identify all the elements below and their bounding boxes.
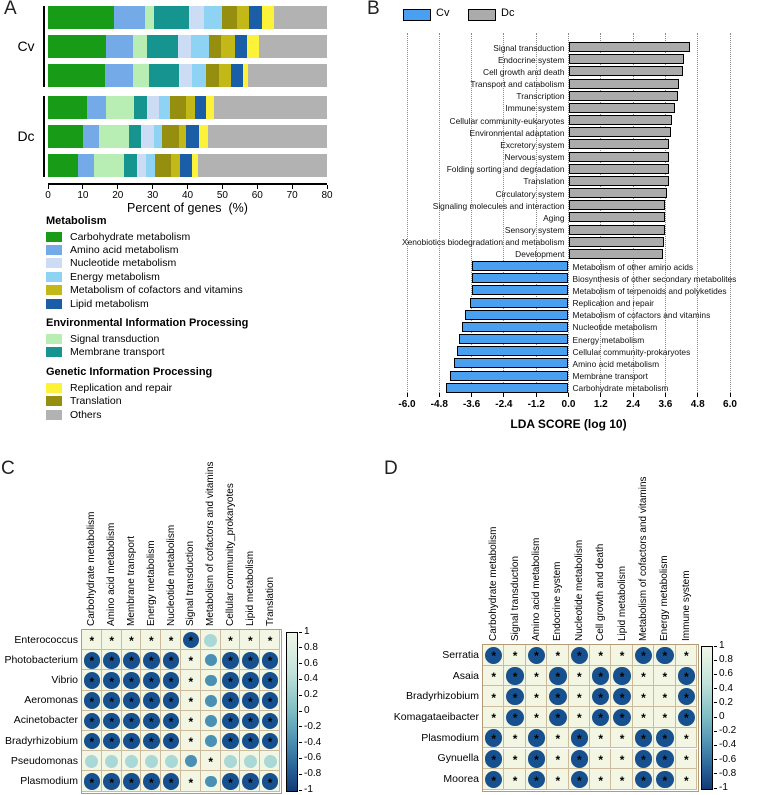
significance-star: * — [572, 692, 586, 704]
x-tick-label: 60 — [245, 190, 269, 201]
significance-star: * — [263, 696, 277, 708]
bar-label: Transcription — [365, 91, 565, 101]
series-label: Dc — [501, 7, 514, 19]
colorbar-tick-label: 0.8 — [304, 642, 318, 653]
significance-star: * — [594, 733, 608, 745]
bar-label: Signal transduction — [365, 43, 565, 53]
x-tick-label: 30 — [141, 190, 165, 201]
significance-star: * — [85, 696, 99, 708]
significance-star: * — [243, 736, 257, 748]
bar-label: Xenobiotics biodegradation and metabolism — [365, 237, 565, 247]
row-label: Photobacterium — [0, 654, 78, 666]
legend-item-label: Carbohydrate metabolism — [70, 231, 190, 243]
significance-star: * — [263, 676, 277, 688]
bar-label: Aging — [365, 213, 565, 223]
legend-item-label: Metabolism of cofactors and vitamins — [70, 284, 243, 296]
column-header: Membrane transport — [126, 446, 137, 626]
bar-label: Membrane transport — [573, 371, 767, 381]
significance-star: * — [184, 635, 198, 647]
x-tick-label: 0 — [36, 190, 60, 201]
panel-c-label: C — [1, 458, 15, 480]
significance-star: * — [224, 716, 238, 728]
panel-d-label: D — [384, 458, 398, 480]
significance-star: * — [164, 716, 178, 728]
significance-star: * — [572, 650, 586, 662]
bar-label: Transport and catabolism — [365, 79, 565, 89]
significance-star: * — [487, 754, 501, 766]
significance-star: * — [615, 712, 629, 724]
x-tick-label: -4.8 — [419, 399, 459, 410]
bar-label: Translation — [365, 176, 565, 186]
significance-star: * — [125, 736, 139, 748]
column-header: Nucleotide metabolism — [166, 446, 177, 626]
legend-section-title: Environmental Information Processing — [46, 317, 316, 329]
significance-star: * — [125, 655, 139, 667]
significance-star: * — [85, 635, 99, 647]
column-header: Signal transduction — [185, 446, 196, 626]
significance-star: * — [658, 754, 672, 766]
panel-a-label: A — [4, 0, 17, 20]
colorbar-tick — [714, 773, 717, 774]
x-tick-label: -1.2 — [516, 399, 556, 410]
significance-star: * — [508, 754, 522, 766]
significance-star: * — [125, 635, 139, 647]
significance-star: * — [105, 716, 119, 728]
significance-star: * — [594, 775, 608, 787]
x-tick-label: 0.0 — [549, 399, 589, 410]
significance-star: * — [658, 692, 672, 704]
significance-star: * — [572, 754, 586, 766]
row-label: Komagataeibacter — [319, 711, 479, 723]
bar-label: Environmental adaptation — [365, 128, 565, 138]
significance-star: * — [144, 777, 158, 789]
significance-star: * — [530, 650, 544, 662]
significance-star: * — [679, 712, 693, 724]
colorbar-tick-label: -0.6 — [304, 752, 321, 763]
significance-star: * — [164, 777, 178, 789]
x-tick-label: 20 — [106, 190, 130, 201]
significance-star: * — [184, 777, 198, 789]
significance-star: * — [594, 754, 608, 766]
significance-star: * — [551, 754, 565, 766]
significance-star: * — [224, 736, 238, 748]
significance-star: * — [594, 712, 608, 724]
colorbar-tick-label: -0.2 — [304, 721, 321, 732]
legend-item-label: Amino acid metabolism — [70, 244, 179, 256]
bar-label: Nucleotide metabolism — [573, 322, 767, 332]
column-header: Energy metabolism — [659, 461, 670, 641]
x-tick-label: 70 — [280, 190, 304, 201]
row-label: Vibrio — [0, 674, 78, 686]
column-header: Cell growth and death — [595, 461, 606, 641]
colorbar-tick — [714, 788, 717, 789]
significance-star: * — [637, 692, 651, 704]
panel-b-label: B — [367, 0, 380, 20]
legend-section-title: Metabolism — [46, 215, 316, 227]
significance-star: * — [551, 650, 565, 662]
x-axis-title: LDA SCORE (log 10) — [474, 417, 664, 431]
bar-label: Endocrine system — [365, 55, 565, 65]
colorbar-tick-label: 0.2 — [304, 689, 318, 700]
significance-star: * — [594, 650, 608, 662]
column-header: Energy metabolism — [146, 446, 157, 626]
significance-star: * — [85, 736, 99, 748]
significance-star: * — [551, 775, 565, 787]
significance-star: * — [105, 736, 119, 748]
significance-star: * — [679, 692, 693, 704]
x-tick-label: 2.4 — [613, 399, 653, 410]
bar-label: Metabolism of cofactors and vitamins — [573, 310, 767, 320]
significance-star: * — [615, 754, 629, 766]
significance-star: * — [487, 733, 501, 745]
x-tick-label: 10 — [71, 190, 95, 201]
colorbar-tick — [714, 688, 717, 689]
bar-label: Cellular community-prokaryotes — [573, 347, 767, 357]
significance-star: * — [144, 676, 158, 688]
significance-star: * — [572, 671, 586, 683]
row-label: Aeromonas — [0, 694, 78, 706]
significance-star: * — [508, 712, 522, 724]
significance-star: * — [125, 716, 139, 728]
significance-star: * — [594, 692, 608, 704]
significance-star: * — [508, 650, 522, 662]
column-header: Carbohydrate metabolism — [488, 461, 499, 641]
significance-star: * — [144, 655, 158, 667]
significance-star: * — [658, 650, 672, 662]
significance-star: * — [508, 671, 522, 683]
colorbar-tick-label: -0.8 — [304, 768, 321, 779]
x-tick-label: -2.4 — [484, 399, 524, 410]
colorbar-tick-label: 0.4 — [719, 683, 733, 694]
column-header: Metabolism of cofactors and vitamins — [205, 446, 216, 626]
significance-star: * — [530, 692, 544, 704]
row-label: Serratia — [319, 649, 479, 661]
bar-label: Signaling molecules and interaction — [365, 201, 565, 211]
significance-star: * — [243, 696, 257, 708]
significance-star: * — [105, 635, 119, 647]
row-label: Pseudomonas — [0, 755, 78, 767]
x-tick-label: 40 — [176, 190, 200, 201]
significance-star: * — [530, 712, 544, 724]
significance-star: * — [551, 671, 565, 683]
x-tick-label: 80 — [315, 190, 339, 201]
significance-star: * — [658, 733, 672, 745]
significance-star: * — [184, 696, 198, 708]
significance-star: * — [530, 775, 544, 787]
significance-star: * — [637, 733, 651, 745]
column-header: Endocrine system — [552, 461, 563, 641]
significance-star: * — [125, 696, 139, 708]
colorbar-tick-label: 0.2 — [719, 697, 733, 708]
bar-label: Nervous system — [365, 152, 565, 162]
x-tick-label: 1.2 — [581, 399, 621, 410]
legend-item-label: Translation — [70, 395, 122, 407]
significance-star: * — [243, 635, 257, 647]
significance-star: * — [615, 671, 629, 683]
column-header: Immune system — [681, 461, 692, 641]
colorbar-tick-label: 0.8 — [719, 654, 733, 665]
bar-label: Amino acid metabolism — [573, 359, 767, 369]
significance-star: * — [487, 692, 501, 704]
significance-star: * — [679, 775, 693, 787]
significance-star: * — [572, 775, 586, 787]
significance-star: * — [263, 635, 277, 647]
significance-star: * — [144, 716, 158, 728]
significance-star: * — [487, 775, 501, 787]
legend-item-label: Others — [70, 409, 102, 421]
row-label: Moorea — [319, 773, 479, 785]
significance-star: * — [164, 635, 178, 647]
significance-star: * — [487, 650, 501, 662]
significance-star: * — [637, 650, 651, 662]
significance-star: * — [637, 671, 651, 683]
significance-star: * — [615, 692, 629, 704]
bar-label: Carbohydrate metabolism — [573, 383, 767, 393]
bar-label: Folding sorting and degradation — [365, 164, 565, 174]
significance-star: * — [204, 756, 218, 768]
group-label: Dc — [12, 128, 40, 144]
colorbar-tick — [714, 660, 717, 661]
significance-star: * — [164, 696, 178, 708]
column-header: Amino acid metabolism — [531, 461, 542, 641]
significance-star: * — [125, 777, 139, 789]
colorbar-tick — [714, 745, 717, 746]
column-header: Metabolism of cofactors and vitamins — [638, 461, 649, 641]
row-label: Enterococcus — [0, 634, 78, 646]
row-label: Bradyrhizobium — [319, 690, 479, 702]
bar-label: Circulatory system — [365, 189, 565, 199]
bar-label: Immune system — [365, 103, 565, 113]
legend-item-label: Nucleotide metabolism — [70, 257, 176, 269]
legend-item-label: Energy metabolism — [70, 271, 160, 283]
significance-star: * — [164, 655, 178, 667]
row-label: Acinetobacter — [0, 714, 78, 726]
significance-star: * — [637, 712, 651, 724]
significance-star: * — [184, 736, 198, 748]
significance-star: * — [85, 655, 99, 667]
significance-star: * — [508, 775, 522, 787]
significance-star: * — [263, 716, 277, 728]
significance-star: * — [658, 775, 672, 787]
significance-star: * — [164, 676, 178, 688]
significance-star: * — [658, 671, 672, 683]
x-tick-label: 3.6 — [645, 399, 685, 410]
x-tick-label: 6.0 — [710, 399, 750, 410]
bar-label: Energy metabolism — [573, 335, 767, 345]
colorbar-tick-label: -0.6 — [719, 754, 736, 765]
significance-star: * — [508, 733, 522, 745]
colorbar-tick — [714, 717, 717, 718]
legend-section-title: Genetic Information Processing — [46, 366, 316, 378]
significance-star: * — [105, 676, 119, 688]
bar-label: Development — [365, 249, 565, 259]
significance-star: * — [105, 655, 119, 667]
significance-star: * — [144, 635, 158, 647]
column-header: Lipid metabolism — [617, 461, 628, 641]
significance-star: * — [487, 671, 501, 683]
bar-label: Excretory system — [365, 140, 565, 150]
significance-star: * — [615, 650, 629, 662]
significance-star: * — [679, 671, 693, 683]
group-label: Cv — [12, 38, 40, 54]
bar-label: Cell growth and death — [365, 67, 565, 77]
legend-item-label: Lipid metabolism — [70, 298, 149, 310]
significance-star: * — [144, 736, 158, 748]
significance-star: * — [85, 676, 99, 688]
colorbar-tick — [714, 702, 717, 703]
significance-star: * — [594, 671, 608, 683]
significance-star: * — [125, 676, 139, 688]
significance-star: * — [164, 736, 178, 748]
colorbar-tick-label: 1 — [304, 626, 310, 637]
colorbar-tick-label: -0.2 — [719, 725, 736, 736]
significance-star: * — [85, 716, 99, 728]
colorbar-tick-label: 1 — [719, 640, 725, 651]
colorbar-tick-label: -1 — [719, 782, 728, 793]
colorbar-tick-label: 0.6 — [719, 668, 733, 679]
x-axis-title: Percent of genes (%) — [48, 201, 327, 215]
significance-star: * — [243, 676, 257, 688]
significance-star: * — [530, 671, 544, 683]
colorbar-tick-label: 0.4 — [304, 673, 318, 684]
x-tick-label: 4.8 — [678, 399, 718, 410]
significance-star: * — [551, 712, 565, 724]
bar-label: Replication and repair — [573, 298, 767, 308]
significance-star: * — [184, 655, 198, 667]
legend-item-label: Signal transduction — [70, 333, 159, 345]
series-label: Cv — [436, 7, 449, 19]
significance-star: * — [224, 635, 238, 647]
column-header: Amino acid metabolism — [106, 446, 117, 626]
bar-label: Biosynthesis of other secondary metabolites — [573, 274, 767, 284]
row-label: Asaia — [319, 670, 479, 682]
column-header: Translation — [265, 446, 276, 626]
significance-star: * — [679, 733, 693, 745]
colorbar-tick-label: -0.4 — [304, 737, 321, 748]
colorbar-tick-label: 0 — [719, 711, 725, 722]
bar-label: Sensory system — [365, 225, 565, 235]
colorbar — [701, 646, 713, 790]
significance-star: * — [530, 754, 544, 766]
significance-star: * — [243, 777, 257, 789]
significance-star: * — [572, 712, 586, 724]
colorbar-tick — [714, 759, 717, 760]
significance-star: * — [105, 777, 119, 789]
significance-star: * — [263, 655, 277, 667]
significance-star: * — [224, 676, 238, 688]
legend-item-label: Membrane transport — [70, 346, 165, 358]
row-label: Bradyrhizobium — [0, 735, 78, 747]
significance-star: * — [679, 754, 693, 766]
significance-star: * — [263, 736, 277, 748]
colorbar-tick-label: -0.4 — [719, 739, 736, 750]
significance-star: * — [508, 692, 522, 704]
significance-star: * — [184, 676, 198, 688]
significance-star: * — [243, 716, 257, 728]
colorbar-tick-label: -0.8 — [719, 768, 736, 779]
x-tick-label: -3.6 — [452, 399, 492, 410]
column-header: Cellular community_prokaryotes — [225, 446, 236, 626]
significance-star: * — [530, 733, 544, 745]
row-label: Plasmodium — [319, 732, 479, 744]
x-tick-label: 50 — [210, 190, 234, 201]
significance-star: * — [615, 775, 629, 787]
bar-label: Cellular community-eukaryotes — [365, 116, 565, 126]
colorbar-tick-label: 0.6 — [304, 658, 318, 669]
significance-star: * — [615, 733, 629, 745]
significance-star: * — [224, 655, 238, 667]
significance-star: * — [637, 754, 651, 766]
row-label: Gynuella — [319, 752, 479, 764]
column-header: Signal transduction — [510, 461, 521, 641]
significance-star: * — [184, 716, 198, 728]
significance-star: * — [658, 712, 672, 724]
significance-star: * — [85, 777, 99, 789]
significance-star: * — [637, 775, 651, 787]
significance-star: * — [551, 692, 565, 704]
colorbar-tick-label: -1 — [304, 784, 313, 795]
significance-star: * — [144, 696, 158, 708]
column-header: Carbohydrate metabolism — [86, 446, 97, 626]
colorbar-tick — [714, 731, 717, 732]
significance-star: * — [263, 777, 277, 789]
significance-star: * — [224, 696, 238, 708]
row-label: Plasmodium — [0, 775, 78, 787]
bar-label: Metabolism of other amino acids — [573, 262, 767, 272]
bar-label: Metabolism of terpenoids and polyketides — [573, 286, 767, 296]
significance-star: * — [105, 696, 119, 708]
column-header: Nucleotide metabolism — [574, 461, 585, 641]
column-header: Lipid metabolism — [245, 446, 256, 626]
colorbar-tick — [714, 674, 717, 675]
significance-star: * — [572, 733, 586, 745]
significance-star: * — [487, 712, 501, 724]
significance-star: * — [243, 655, 257, 667]
colorbar-tick — [714, 646, 717, 647]
legend-item-label: Replication and repair — [70, 382, 172, 394]
colorbar-tick-label: 0 — [304, 705, 310, 716]
significance-star: * — [224, 777, 238, 789]
x-tick-label: -6.0 — [387, 399, 427, 410]
significance-star: * — [551, 733, 565, 745]
significance-star: * — [679, 650, 693, 662]
